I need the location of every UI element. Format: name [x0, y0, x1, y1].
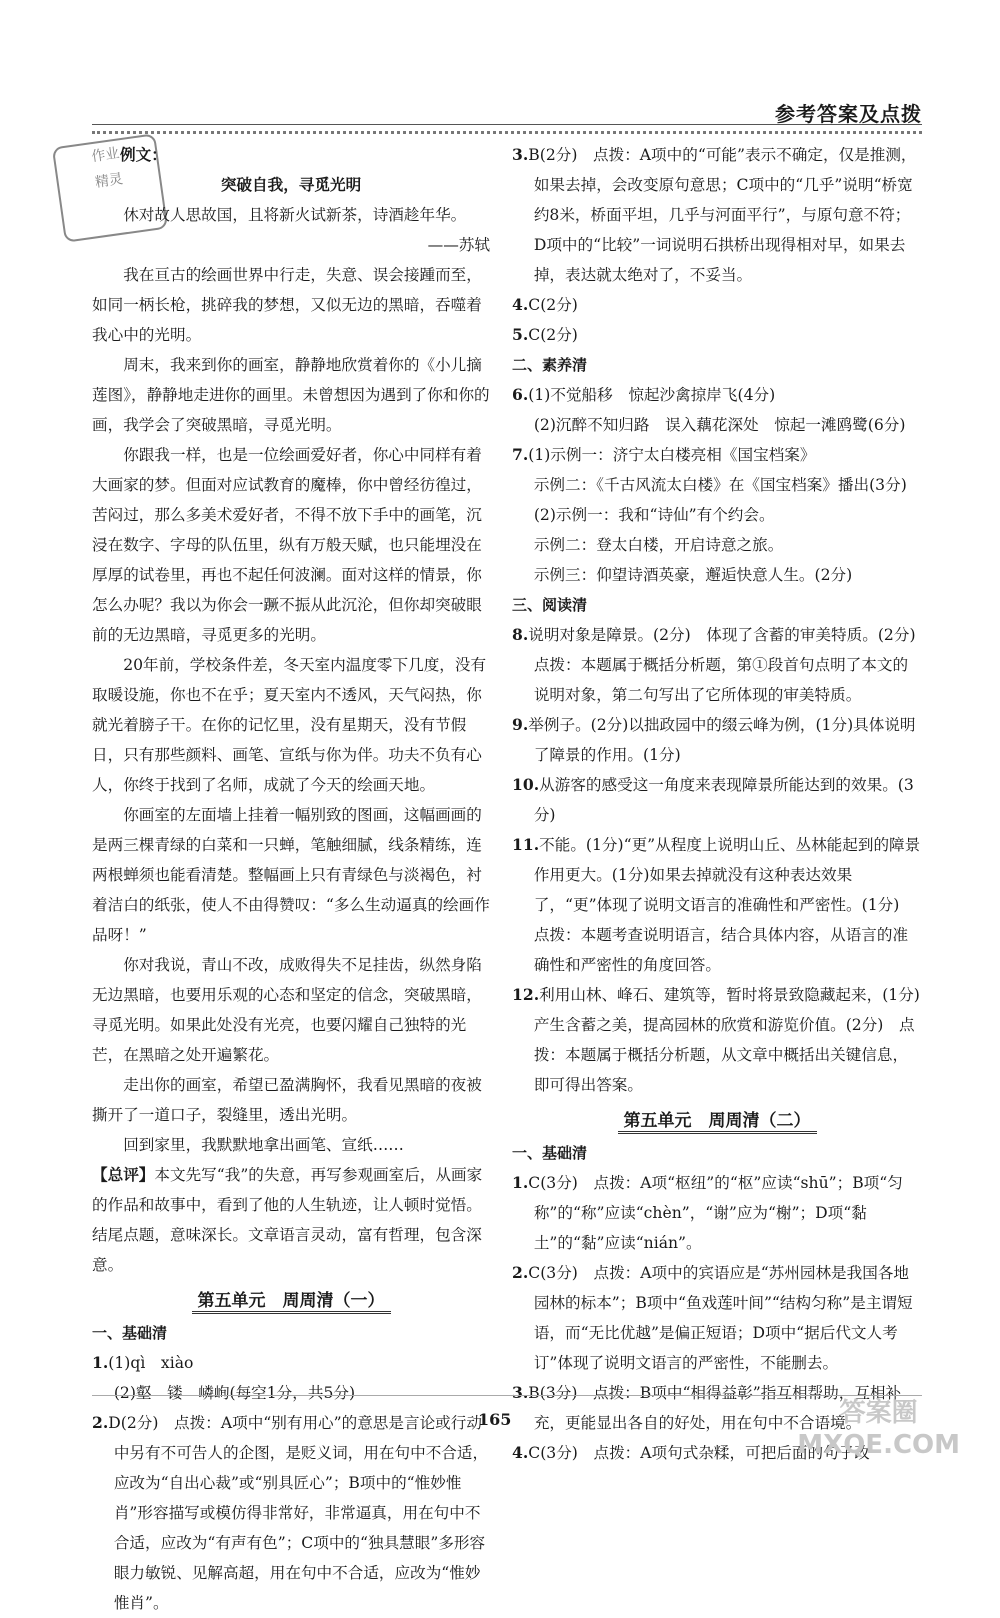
answer-text: C(2分) — [528, 326, 578, 344]
answer-text: C(3分) 点拨：A项句式杂糅，可把后面的句子改 — [528, 1444, 870, 1462]
left-column — [92, 140, 490, 1618]
comment — [92, 1160, 490, 1280]
answer-item — [512, 1258, 922, 1378]
answer-text: (1)不觉船移 惊起沙禽掠岸飞(4分) — [528, 386, 776, 404]
answer-text: 利用山林、峰石、建筑等，暂时将景致隐藏起来，(1分)产生含蓄之美，提高园林的欣赏和游览价值。(2分) 点拨：本题属于概括分析题，从文章中概括出关键信息，即可得出答案。 — [533, 986, 920, 1094]
answer-text: 不能。(1分)“更”从程度上说明山丘、丛林能起到的障景作用更大。(1分)如果去掉就没有这种表达效果了，“更”体现了说明文语言的准确性和严密性。(1分) 点拨：本题考查说明语言，结合具体内容，从语言的准确性和严密性的角度回答。 — [533, 836, 921, 974]
answer-item — [512, 620, 932, 710]
answer-number: 12. — [512, 985, 540, 1004]
answer-item — [92, 1348, 490, 1378]
answer-text: D(2分) 点拨：A项中“别有用心”的意思是言论或行动中另有不可告人的企图，是贬义词，用在句中不合适，应改为“自出心裁”或“别具匠心”；B项中的“惟妙惟肖”形容描写或模仿得非常好，非常逼真，用在句中不合适，应改为“有声有色”；C项中的“独具慧眼”多形容眼力敏锐、见解高超，用在句中不合适，应改为“惟妙惟肖”。 — [108, 1414, 489, 1612]
answer-item — [512, 770, 922, 830]
answer-item — [512, 380, 922, 410]
answer-item — [92, 1378, 490, 1408]
answer-number: 6. — [512, 385, 529, 404]
section-basic-1: 一、基础清 — [92, 1324, 168, 1342]
example-label: 例文： — [120, 145, 167, 164]
answer-text: (1)qì xiào — [108, 1354, 194, 1372]
section-basic-2: 一、基础清 — [512, 1144, 588, 1162]
answer-item — [92, 1408, 490, 1618]
answer-item — [512, 530, 922, 560]
essay-paragraph: 你对我说，青山不改，成败得失不足挂齿，纵然身陷无边黑暗，也要用乐观的心态和坚定的信念，突破黑暗，寻觅光明。如果此处没有光亮，也要闪耀自己独特的光芒，在黑暗之处开遍繁花。 — [92, 956, 482, 1064]
answer-number: 2. — [92, 1413, 109, 1432]
answer-text: (2)示例一：我和“诗仙”有个约会。 — [533, 506, 775, 524]
answer-text: B(2分) 点拨：A项中的“可能”表示不确定，仅是推测，如果去掉，会改变原句意思；C项中的“几乎”说明“桥宽约8米，桥面平坦，几乎与河面平行”，与原句意不符；D项中的“比较”一词说明石拱桥出现得相对早，如果去掉，表达就太绝对了，不妥当。 — [528, 146, 917, 284]
answer-number: 7. — [512, 445, 529, 464]
answer-item — [512, 710, 922, 770]
answer-text: (2)沉醉不知归路 误入藕花深处 惊起一滩鸥鹭(6分) — [533, 416, 906, 434]
answer-number: 11. — [512, 835, 540, 854]
answer-item — [512, 830, 922, 980]
answer-list-4 — [512, 620, 932, 1100]
answer-text: C(2分) — [528, 296, 578, 314]
epigraph: 休对故人思故国，且将新火试新茶，诗酒趁年华。 — [123, 206, 467, 224]
section-reading: 三、阅读清 — [512, 596, 588, 614]
answer-item — [512, 500, 922, 530]
answer-item — [512, 140, 922, 290]
answer-text: 从游客的感受这一角度来表现障景所能达到的效果。(3分) — [533, 776, 914, 824]
essay-paragraph: 周末，我来到你的画室，静静地欣赏着你的《小儿摘莲图》，静静地走进你的画里。未曾想因为遇到了你和你的画，我学会了突破黑暗，寻觅光明。 — [92, 356, 490, 434]
answer-number: 4. — [512, 1443, 529, 1462]
unit-title-2 — [512, 1106, 922, 1136]
answer-text: C(3分) 点拨：A项中的宾语应是“苏州园林是我国各地园林的标本”；B项中“鱼戏莲叶间”“结构匀称”是主谓短语，而“无比优越”是偏正短语；D项中“据后代文人考订”体现了说明文语言的严密性，不能删去。 — [528, 1264, 913, 1372]
answer-text: C(3分) 点拨：A项“枢纽”的“枢”应读“shū”；B项“匀称”的“称”应读“chèn”，“谢”应为“榭”；D项“黏土”的“黏”应读“nián”。 — [528, 1174, 903, 1252]
answer-item — [512, 560, 922, 590]
answer-text: 说明对象是障景。(2分) 体现了含蓄的审美特质。(2分) 点拨：本题属于概括分析题，第①段首句点明了本文的说明对象，第二句写出了它所体现的审美特质。 — [528, 626, 932, 704]
answer-text: 示例二：《千古风流太白楼》在《国宝档案》播出(3分) — [533, 476, 907, 494]
header-rule — [92, 124, 922, 134]
watermark-line-2: MXQE.COM — [797, 1430, 960, 1460]
answer-list-1 — [92, 1348, 490, 1618]
answer-number: 9. — [512, 715, 529, 734]
answer-number: 1. — [512, 1173, 529, 1192]
essay-paragraph: 回到家里，我默默地拿出画笔、宣纸…… — [123, 1136, 404, 1154]
essay-title: 突破自我，寻觅光明 — [220, 175, 362, 194]
answer-number: 3. — [512, 145, 529, 164]
essay-paragraph: 你跟我一样，也是一位绘画爱好者，你心中同样有着大画家的梦。但面对应试教育的魔棒，你中曾经彷徨过，苦闷过，那么多美术爱好者，不得不放下手中的画笔，沉浸在数字、字母的队伍里，纵有万般天赋，也只能埋没在厚厚的试卷里，再也不起任何波澜。面对这样的情景，你怎么办呢？我以为你会一蹶不振从此沉沦，但你却突破眼前的无边黑暗，寻觅更多的光明。 — [92, 446, 482, 644]
answer-item — [512, 470, 922, 500]
epigraph-author: ——苏轼 — [427, 236, 490, 254]
answer-text: (1)示例一：济宁太白楼亮相《国宝档案》 — [528, 446, 816, 464]
comment-label: 【总评】 — [92, 1165, 155, 1184]
right-column — [512, 140, 932, 1468]
stamp-line-2: 精灵 — [94, 171, 125, 191]
answer-text: 示例三：仰望诗酒英豪，邂逅快意人生。(2分) — [533, 566, 853, 584]
essay-paragraph: 走出你的画室，希望已盈满胸怀，我看见黑暗的夜被撕开了一道口子，裂缝里，透出光明。 — [92, 1076, 482, 1124]
answer-number: 8. — [512, 625, 529, 644]
watermark-logo — [797, 1397, 960, 1461]
answer-item — [512, 440, 922, 470]
page-number: 165 — [478, 1410, 512, 1429]
answer-item — [512, 320, 922, 350]
answer-text: (2)壑 镂 嶙峋(每空1分，共5分) — [113, 1384, 356, 1402]
answer-list-3 — [512, 380, 922, 590]
essay-body — [92, 260, 490, 1160]
page-header-title: 参考答案及点拨 — [775, 102, 922, 126]
stamp-line-1: 作业 — [90, 145, 121, 166]
answer-item — [512, 290, 922, 320]
essay-paragraph: 你画室的左面墙上挂着一幅别致的图画，这幅画画的是两三棵青绿的白菜和一只蝉，笔触细腻，线条精练，连两根蝉须也能看清楚。整幅画上只有青绿色与淡褐色，衬着洁白的纸张，使人不由得赞叹：“多么生动逼真的绘画作品呀！” — [92, 806, 490, 944]
answer-text: 示例二：登太白楼，开启诗意之旅。 — [533, 536, 784, 554]
unit-title-1 — [92, 1286, 490, 1316]
section-literacy: 二、素养清 — [512, 356, 588, 374]
answer-item — [512, 1168, 922, 1258]
answer-text: B(3分) 点拨：B项中“相得益彰”指互相帮助，互相补充，更能显出各自的好处，用在句中不合语境。 — [528, 1384, 902, 1432]
bottom-rule — [92, 1395, 922, 1396]
watermark-line-1: 答案圈 — [839, 1398, 918, 1428]
answer-number: 3. — [512, 1383, 529, 1402]
answer-number: 5. — [512, 325, 529, 344]
answer-text: 举例子。(2分)以拙政园中的缀云峰为例，(1分)具体说明了障景的作用。(1分) — [528, 716, 916, 764]
answer-number: 10. — [512, 775, 540, 794]
comment-text: 本文先写“我”的失意，再写参观画室后，从画家的作品和故事中，看到了他的人生轨迹，让人顿时觉悟。结尾点题，意味深长。文章语言灵动，富有哲理，包含深意。 — [92, 1166, 483, 1274]
answer-item — [512, 980, 922, 1100]
essay-paragraph: 我在亘古的绘画世界中行走，失意、误会接踵而至，如同一柄长枪，挑碎我的梦想，又似无边的黑暗，吞噬着我心中的光明。 — [92, 266, 482, 344]
answer-number: 4. — [512, 295, 529, 314]
essay-paragraph: 20年前，学校条件差，冬天室内温度零下几度，没有取暖设施，你也不在乎；夏天室内不透风，天气闷热，你就光着膀子干。在你的记忆里，没有星期天，没有节假日，只有那些颜料、画笔、宣纸与你为伴。功夫不负有心人，你终于找到了名师，成就了今天的绘画天地。 — [92, 656, 487, 794]
answer-list-2 — [512, 140, 922, 350]
answer-number: 1. — [92, 1353, 109, 1372]
unit-title-1-text: 第五单元 周周清（一） — [192, 1291, 391, 1314]
answer-number: 2. — [512, 1263, 529, 1282]
unit-title-2-text: 第五单元 周周清（二） — [618, 1111, 817, 1134]
answer-item — [512, 410, 922, 440]
